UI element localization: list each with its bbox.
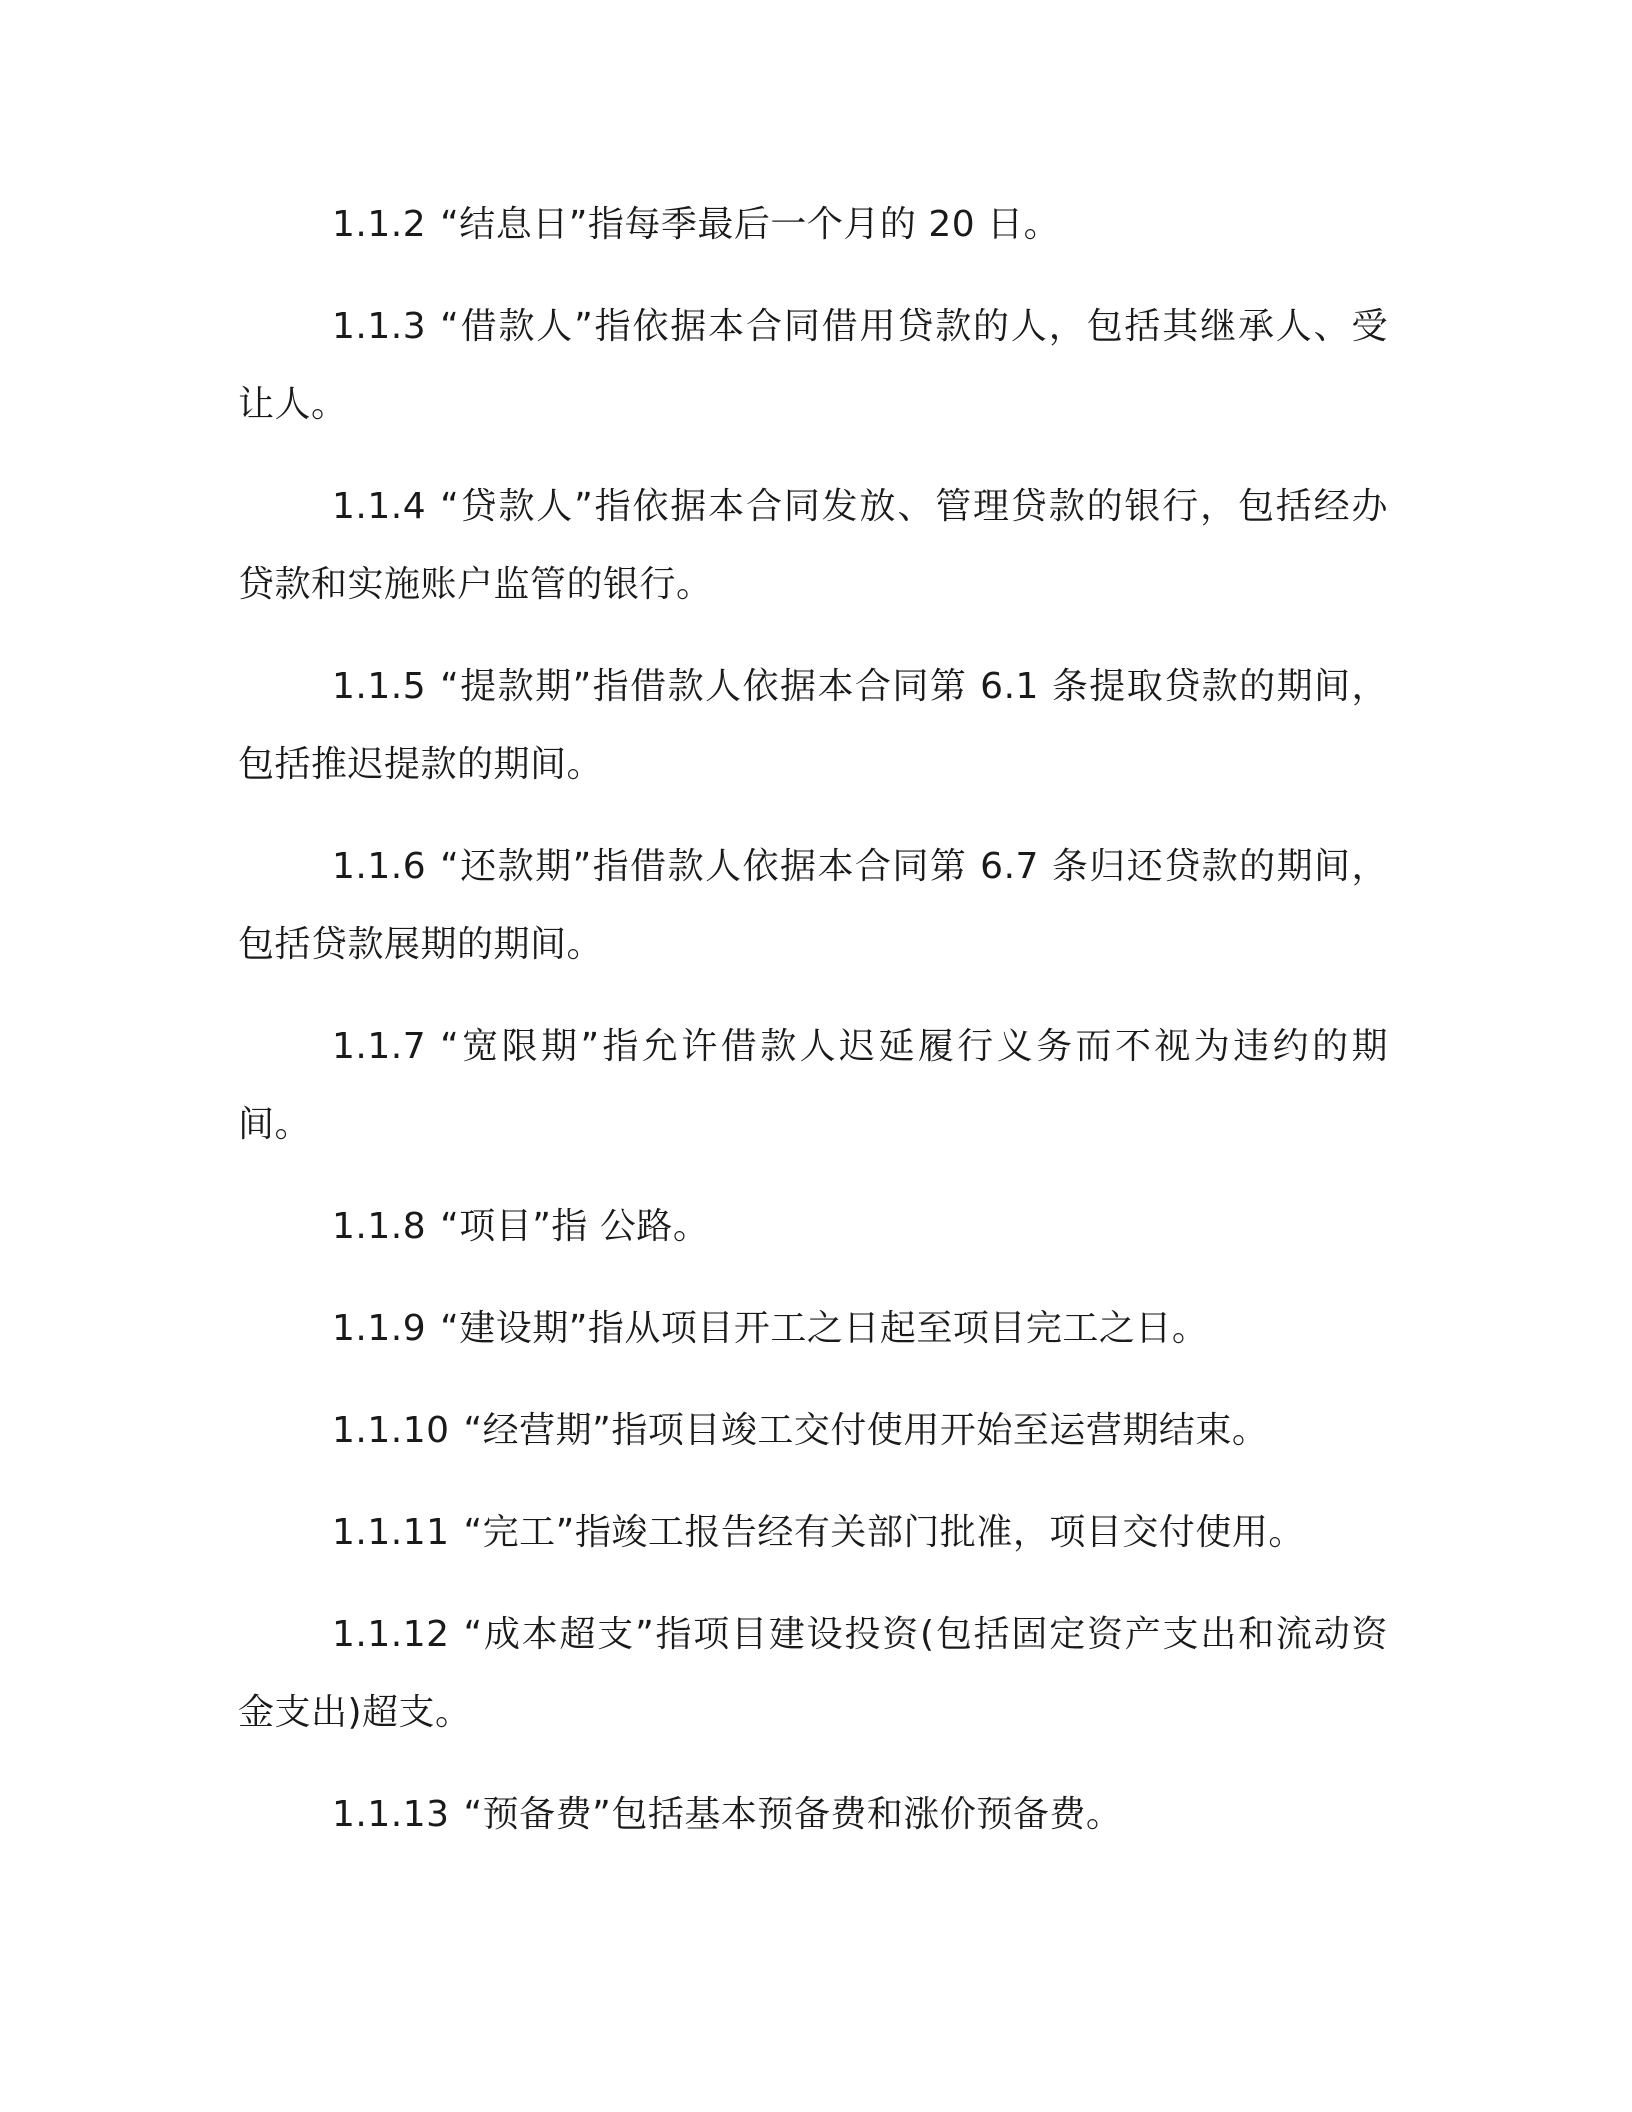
clause-1-1-8 xyxy=(238,1188,1388,1266)
clause-number: 1.1.7 xyxy=(332,1026,427,1067)
clause-text: “贷款人”指依据本合同发放、管理贷款的银行，包括经办贷款和实施账户监管的银行。 xyxy=(238,486,1388,605)
clause-text: “结息日”指每季最后一个月的 20 日。 xyxy=(440,204,1061,245)
clause-number: 1.1.5 xyxy=(332,666,427,707)
clause-number: 1.1.11 xyxy=(332,1512,450,1553)
clause-1-1-2 xyxy=(238,186,1388,264)
clause-1-1-11 xyxy=(238,1494,1388,1572)
clause-number: 1.1.2 xyxy=(332,204,427,245)
clause-text: “经营期”指项目竣工交付使用开始至运营期结束。 xyxy=(463,1410,1269,1451)
clause-1-1-5 xyxy=(238,648,1388,804)
clause-number: 1.1.8 xyxy=(332,1206,427,1247)
clause-number: 1.1.9 xyxy=(332,1308,427,1349)
clause-1-1-4 xyxy=(238,468,1388,624)
clause-text: “提款期”指借款人依据本合同第 6.1 条提取贷款的期间，包括推迟提款的期间。 xyxy=(238,666,1388,785)
clause-1-1-3 xyxy=(238,288,1388,444)
definitions-list xyxy=(238,186,1388,1878)
clause-number: 1.1.4 xyxy=(332,486,427,527)
clause-number: 1.1.13 xyxy=(332,1794,450,1835)
clause-1-1-6 xyxy=(238,828,1388,984)
clause-number: 1.1.10 xyxy=(332,1410,450,1451)
clause-text: “借款人”指依据本合同借用贷款的人，包括其继承人、受让人。 xyxy=(238,306,1388,425)
clause-1-1-12 xyxy=(238,1596,1388,1752)
clause-text: “完工”指竣工报告经有关部门批准，项目交付使用。 xyxy=(463,1512,1305,1553)
clause-1-1-13 xyxy=(238,1776,1388,1854)
clause-text: “成本超支”指项目建设投资(包括固定资产支出和流动资金支出)超支。 xyxy=(238,1614,1388,1733)
clause-text: “建设期”指从项目开工之日起至项目完工之日。 xyxy=(440,1308,1209,1349)
clause-number: 1.1.6 xyxy=(332,846,427,887)
clause-1-1-7 xyxy=(238,1008,1388,1164)
clause-text: “宽限期”指允许借款人迟延履行义务而不视为违约的期间。 xyxy=(238,1026,1388,1145)
clause-text: “预备费”包括基本预备费和涨价预备费。 xyxy=(463,1794,1123,1835)
clause-1-1-10 xyxy=(238,1392,1388,1470)
clause-text: “还款期”指借款人依据本合同第 6.7 条归还贷款的期间，包括贷款展期的期间。 xyxy=(238,846,1388,965)
clause-text: “项目”指 公路。 xyxy=(440,1206,710,1247)
clause-1-1-9 xyxy=(238,1290,1388,1368)
clause-number: 1.1.3 xyxy=(332,306,427,347)
clause-number: 1.1.12 xyxy=(332,1614,450,1655)
